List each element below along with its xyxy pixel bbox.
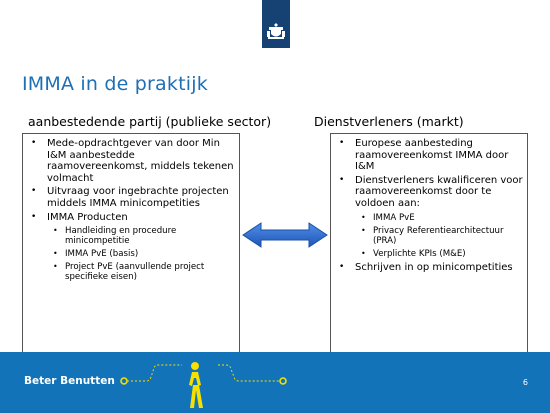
double-arrow-icon <box>241 221 329 249</box>
list-item-text: Europese aanbesteding raamovereenkomst IMMA door I&M <box>355 138 509 173</box>
left-bullet-list <box>29 138 235 282</box>
sub-list-item: • Privacy Referentiearchitectuur (PRA) <box>355 226 523 246</box>
footer-label: Beter Benutten <box>24 375 115 387</box>
page-number: 6 <box>522 378 528 387</box>
list-item-text: IMMA Producten <box>47 211 128 223</box>
list-item <box>29 186 235 209</box>
walking-person-icon <box>118 360 293 410</box>
list-item-text: Schrijven in op minicompetities <box>355 261 513 273</box>
left-column-box <box>22 133 240 353</box>
right-column-header: Dienstverleners (markt) <box>314 114 464 129</box>
sub-bullet-list <box>47 226 235 282</box>
sub-list-item: • Project PvE (aanvullende project specifieke eisen) <box>47 262 235 282</box>
slide-title: IMMA in de praktijk <box>22 73 208 95</box>
list-item <box>337 175 523 259</box>
left-column-header: aanbestedende partij (publieke sector) <box>28 114 272 129</box>
list-item-text: Uitvraag voor ingebrachte projecten middels IMMA minicompetities <box>47 186 229 209</box>
sub-list-item: • Handleiding en procedure minicompetitie <box>47 226 235 246</box>
logo-bar <box>262 0 290 48</box>
sub-list-item: • Verplichte KPIs (M&E) <box>355 249 523 259</box>
list-item <box>29 212 235 283</box>
sub-list-item: • IMMA PvE (basis) <box>47 249 235 259</box>
list-item <box>337 262 523 274</box>
footer-bar <box>0 352 550 413</box>
list-item-text: Dienstverleners kwalificeren voor raamovereenkomst door te voldoen aan: <box>355 174 523 209</box>
list-item <box>337 138 523 173</box>
sub-bullet-list <box>355 213 523 259</box>
sub-list-item: • IMMA PvE <box>355 213 523 223</box>
right-bullet-list <box>337 138 523 273</box>
list-item-text: Mede-opdrachtgever van door Min I&M aanbestedde raamovereenkomst, middels tekenen volmacht <box>47 138 234 184</box>
list-item <box>29 138 235 184</box>
right-column-box <box>330 133 528 353</box>
coat-of-arms-icon <box>266 22 286 40</box>
